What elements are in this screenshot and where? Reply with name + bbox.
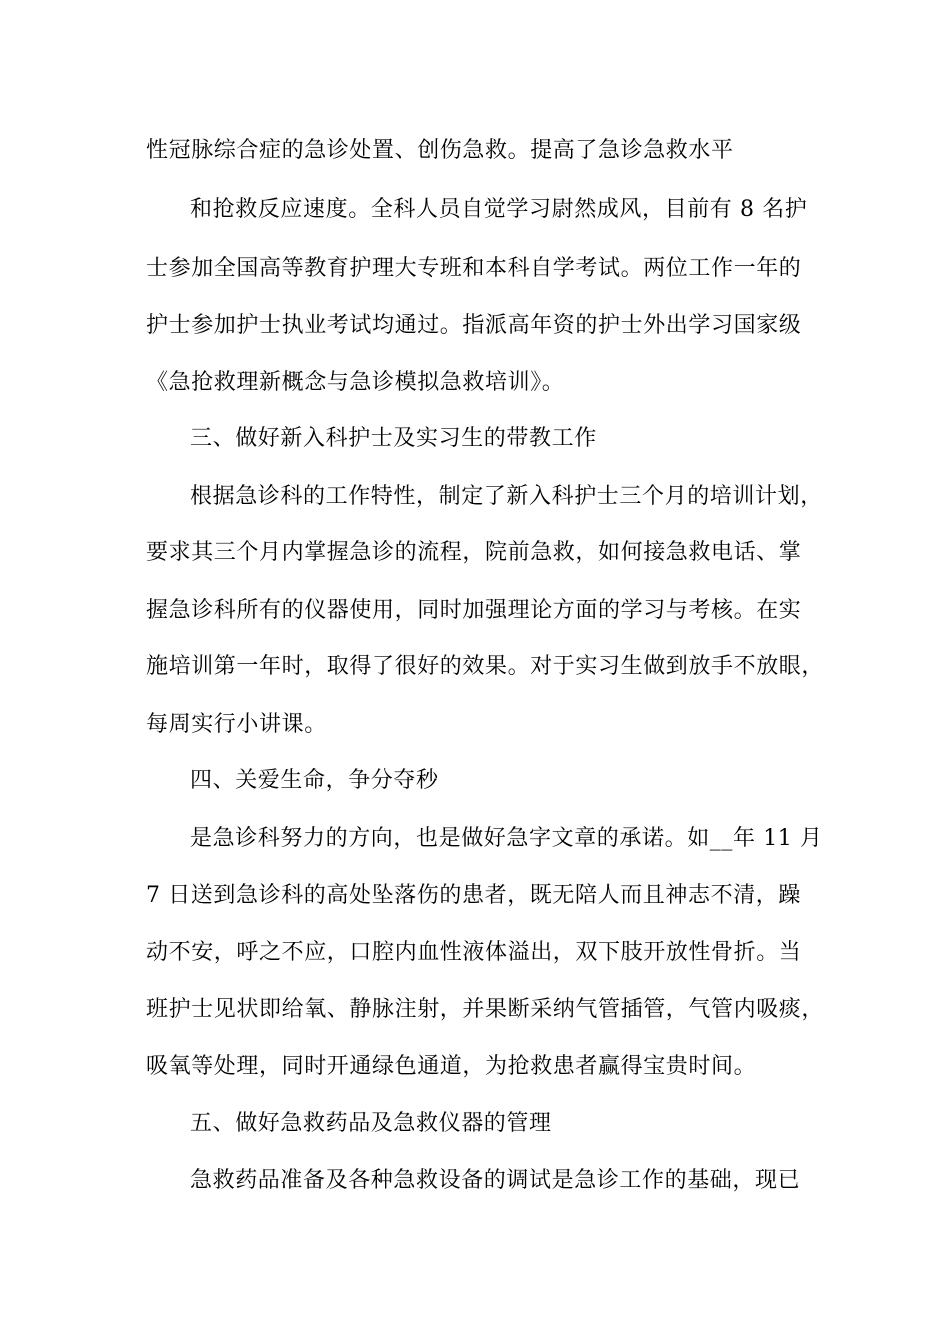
text-line: 护士参加护士执业考试均通过。指派高年资的护士外出学习国家级 [146,313,802,338]
text-line: 《急抢救理新概念与急诊模拟急救培训》。 [146,370,565,395]
text-line: 根据急诊科的工作特性，制定了新入科护士三个月的培训计划， [190,484,823,509]
text-line: 是急诊科努力的方向，也是做好急字文章的承诺。如__年 11 月 [190,826,823,851]
text-line: 性冠脉综合症的急诊处置、创伤急救。提高了急诊急救水平 [146,138,734,163]
section-heading: 三、做好新入科护士及实习生的带教工作 [190,426,597,451]
section-heading: 四、关爱生命，争分夺秒 [190,768,439,793]
text-line: 握急诊科所有的仪器使用，同时加强理论方面的学习与考核。在实 [146,598,802,623]
text-line: 施培训第一年时，取得了很好的效果。对于实习生做到放手不放眼， [146,654,825,679]
text-line: 吸氧等处理，同时开通绿色通道，为抢救患者赢得宝贵时间。 [146,1054,757,1079]
text-line: 动不安，呼之不应，口腔内血性液体溢出，双下肢开放性骨折。当 [146,940,802,965]
text-line: 7 日送到急诊科的高处坠落伤的患者，既无陪人而且神志不清，躁 [146,883,801,908]
text-line: 士参加全国高等教育护理大专班和本科自学考试。两位工作一年的 [146,256,802,281]
section-heading: 五、做好急救药品及急救仪器的管理 [190,1111,552,1136]
text-line: 要求其三个月内掌握急诊的流程，院前急救，如何接急救电话、掌 [146,540,802,565]
text-line: 每周实行小讲课。 [146,712,327,737]
text-line: 班护士见状即给氧、静脉注射，并果断采纳气管插管，气管内吸痰， [146,997,825,1022]
text-line: 和抢救反应速度。全科人员自觉学习尉然成风，目前有 8 名护 [190,197,808,222]
text-line: 急救药品准备及各种急救设备的调试是急诊工作的基础，现已 [190,1168,801,1193]
